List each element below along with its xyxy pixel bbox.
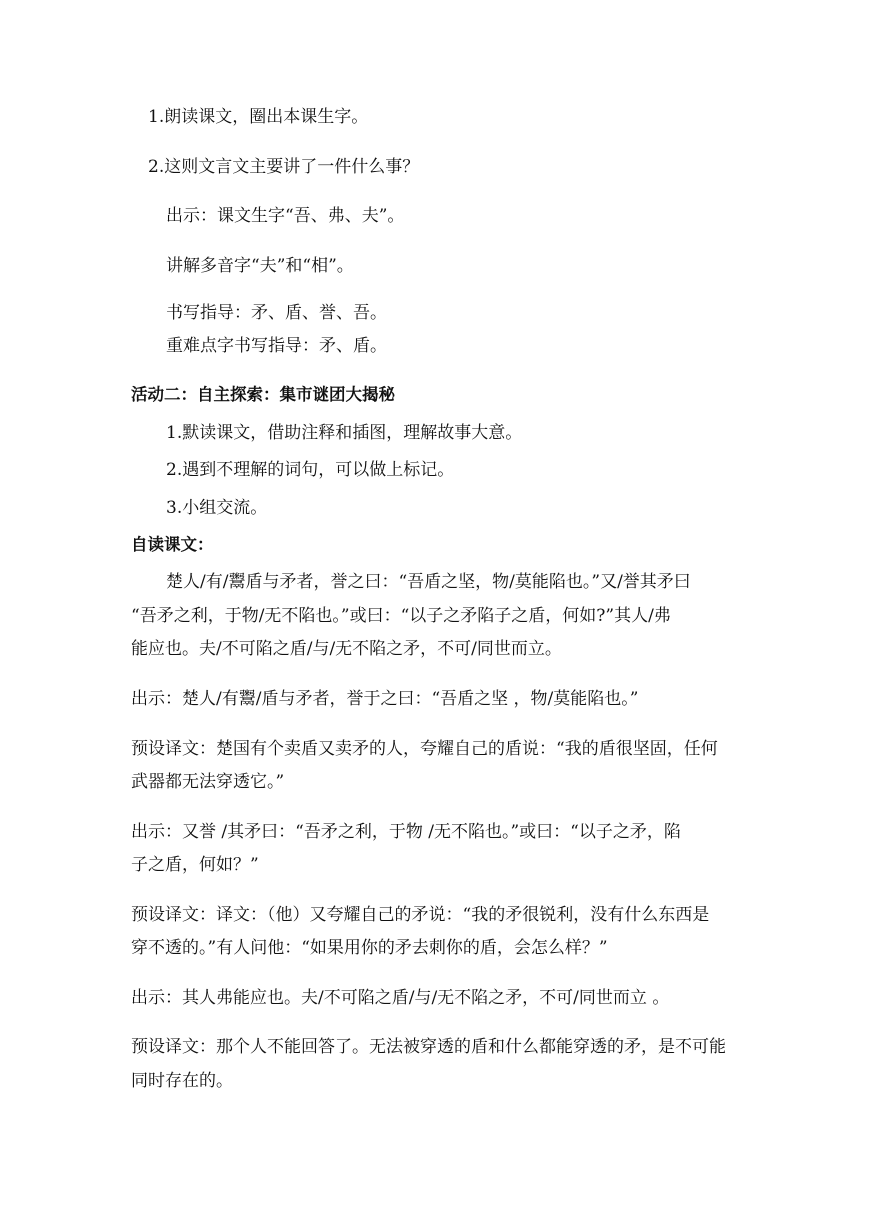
translation-3-line-1: 预设译文：那个人不能回答了。无法被穿透的盾和什么都能穿透的矛，是不可能 [131, 1037, 726, 1057]
key-writing-guidance: 重难点字书写指导：矛、盾。 [166, 336, 387, 356]
activity-2-step-1: 1.默读课文，借助注释和插图，理解故事大意。 [166, 423, 523, 443]
show-sentence-3: 出示：其人弗能应也。夫/不可陷之盾/与/无不陷之矛，不可/同世而立 。 [131, 988, 670, 1008]
show-sentence-1: 出示：楚人/有鬻/盾与矛者，誉于之曰：“吾盾之坚 ，物/莫能陷也。” [131, 689, 639, 709]
step-1-read-aloud: 1.朗读课文，圈出本课生字。 [148, 107, 369, 127]
explain-polyphones: 讲解多音字“夫”和“相”。 [166, 256, 354, 276]
activity-2-heading: 活动二：自主探索：集市谜团大揭秘 [131, 385, 395, 404]
translation-3-line-2: 同时存在的。 [131, 1071, 233, 1091]
show-sentence-2-line-1: 出示：又誉 /其矛曰：“吾矛之利，于物 /无不陷也。”或曰：“以子之矛，陷 [131, 822, 681, 842]
activity-2-step-2: 2.遇到不理解的词句，可以做上标记。 [166, 460, 455, 480]
classical-text-line-3: 能应也。夫/不可陷之盾/与/无不陷之矛，不可/同世而立。 [131, 639, 562, 659]
show-new-characters: 出示：课文生字“吾、弗、夫”。 [166, 206, 405, 226]
translation-2-line-2: 穿不透的。”有人问他：“如果用你的矛去刺你的盾，会怎么样？” [131, 938, 608, 958]
show-sentence-2-line-2: 子之盾，何如？” [131, 855, 259, 875]
classical-text-line-2: “吾矛之利，于物/无不陷也。”或曰：“以子之矛陷子之盾，何如?”其人/弗 [131, 606, 671, 626]
writing-guidance: 书写指导：矛、盾、誉、吾。 [166, 303, 387, 323]
activity-2-step-3: 3.小组交流。 [166, 498, 268, 518]
translation-2-line-1: 预设译文：译文：（他）又夸耀自己的矛说：“我的矛很锐利，没有什么东西是 [131, 905, 710, 925]
translation-1-line-2: 武器都无法穿透它。” [131, 772, 285, 792]
translation-1-line-1: 预设译文：楚国有个卖盾又卖矛的人，夸耀自己的盾说：“我的盾很坚固，任何 [131, 739, 718, 759]
self-read-heading: 自读课文： [131, 535, 214, 554]
step-2-question: 2.这则文言文主要讲了一件什么事？ [148, 157, 420, 177]
classical-text-line-1: 楚人/有/鬻盾与矛者，誉之曰：“吾盾之坚，物/莫能陷也。”又/誉其矛曰 [166, 572, 691, 592]
